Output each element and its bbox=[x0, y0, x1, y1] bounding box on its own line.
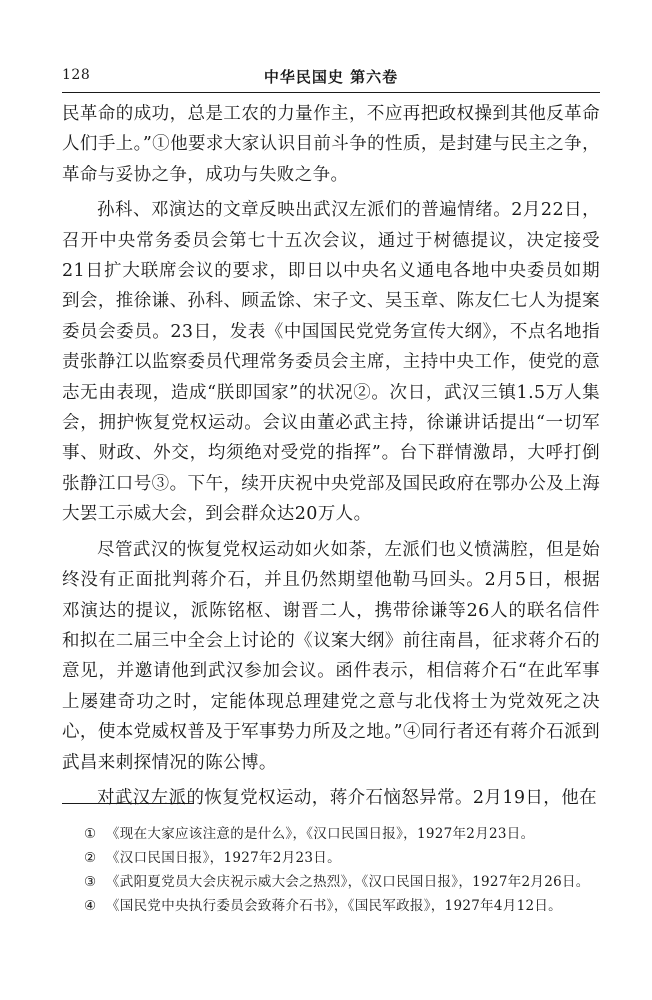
footnote-rule bbox=[62, 803, 194, 804]
paragraph: 对武汉左派的恢复党权运动，蒋介石恼怒异常。2月19日，他在 bbox=[97, 787, 597, 808]
footnote-text: 《国民党中央执行委员会致蒋介石书》，《国民军政报》，1927年4月12日。 bbox=[106, 898, 562, 914]
footnote bbox=[62, 894, 592, 918]
paragraph: 孙科、邓演达的文章反映出武汉左派们的普遍情绪。2月22日，召开中央常务委员会第七十五次会议，通过于树德提议，决定接受21日扩大联席会议的要求，即日以中央名义通电各地中央委员如期到会，推徐谦、孙科、顾孟馀、宋子文、吴玉章、陈友仁七人为提案委员会委员。23日，发表《中国国民党党务宣传大纲》，不点名地指责张静江以监察委员代理常务委员会主席，主持中央工作，使党的意志无由表现，造成“朕即国家”的状况②。次日，武汉三镇1.5万人集会，拥护恢复党权运动。会议由董必武主持，徐谦讲话提出“一切军事、财政、外交，均须绝对受党的指挥”。台下群情激昂，大呼打倒张静江口号③。下午，续开庆祝中央党部及国民政府在鄂办公及上海大罢工示威大会，到会群众达20万人。 bbox=[62, 200, 600, 525]
paragraph: 民革命的成功，总是工农的力量作主，不应再把政权操到其他反革命人们手上。”①他要求大家认识目前斗争的性质，是封建与民主之争，革命与妥协之争，成功与失败之争。 bbox=[62, 104, 600, 185]
running-header bbox=[62, 63, 600, 87]
footnote bbox=[62, 822, 592, 846]
footnote-mark: ③ bbox=[84, 874, 97, 890]
running-title: 中华民国史 第六卷 bbox=[263, 68, 399, 86]
footnotes bbox=[62, 822, 592, 918]
paragraph: 尽管武汉的恢复党权运动如火如荼，左派们也义愤满腔，但是始终没有正面批判蒋介石，并且仍然期望他勒马回头。2月5日，根据邓演达的提议，派陈铭枢、谢晋二人，携带徐谦等26人的联名信件和拟在二届三中全会上讨论的《议案大纲》前往南昌，征求蒋介石的意见，并邀请他到武汉参加会议。函件表示，相信蒋介石“在此军事上屡建奇功之时，定能体现总理建党之意与北伐将士为党效死之决心，使本党威权普及于军事势力所及之地。”④同行者还有蒋介石派到武昌来刺探情况的陈公博。 bbox=[62, 539, 600, 773]
footnote-text: 《武阳夏党员大会庆祝示威大会之热烈》，《汉口民国日报》，1927年2月26日。 bbox=[106, 874, 590, 890]
footnote-mark: ④ bbox=[84, 898, 97, 914]
footnote-mark: ① bbox=[84, 826, 97, 842]
footnote bbox=[62, 846, 592, 870]
footnote-text: 《汉口民国日报》，1927年2月23日。 bbox=[106, 850, 341, 866]
page-number: 128 bbox=[62, 67, 91, 83]
header-rule bbox=[62, 92, 600, 93]
footnote-text: 《现在大家应该注意的是什么》，《汉口民国日报》，1927年2月23日。 bbox=[106, 826, 535, 842]
body-text bbox=[62, 99, 600, 813]
footnote-mark: ② bbox=[84, 850, 97, 866]
footnote bbox=[62, 870, 592, 894]
